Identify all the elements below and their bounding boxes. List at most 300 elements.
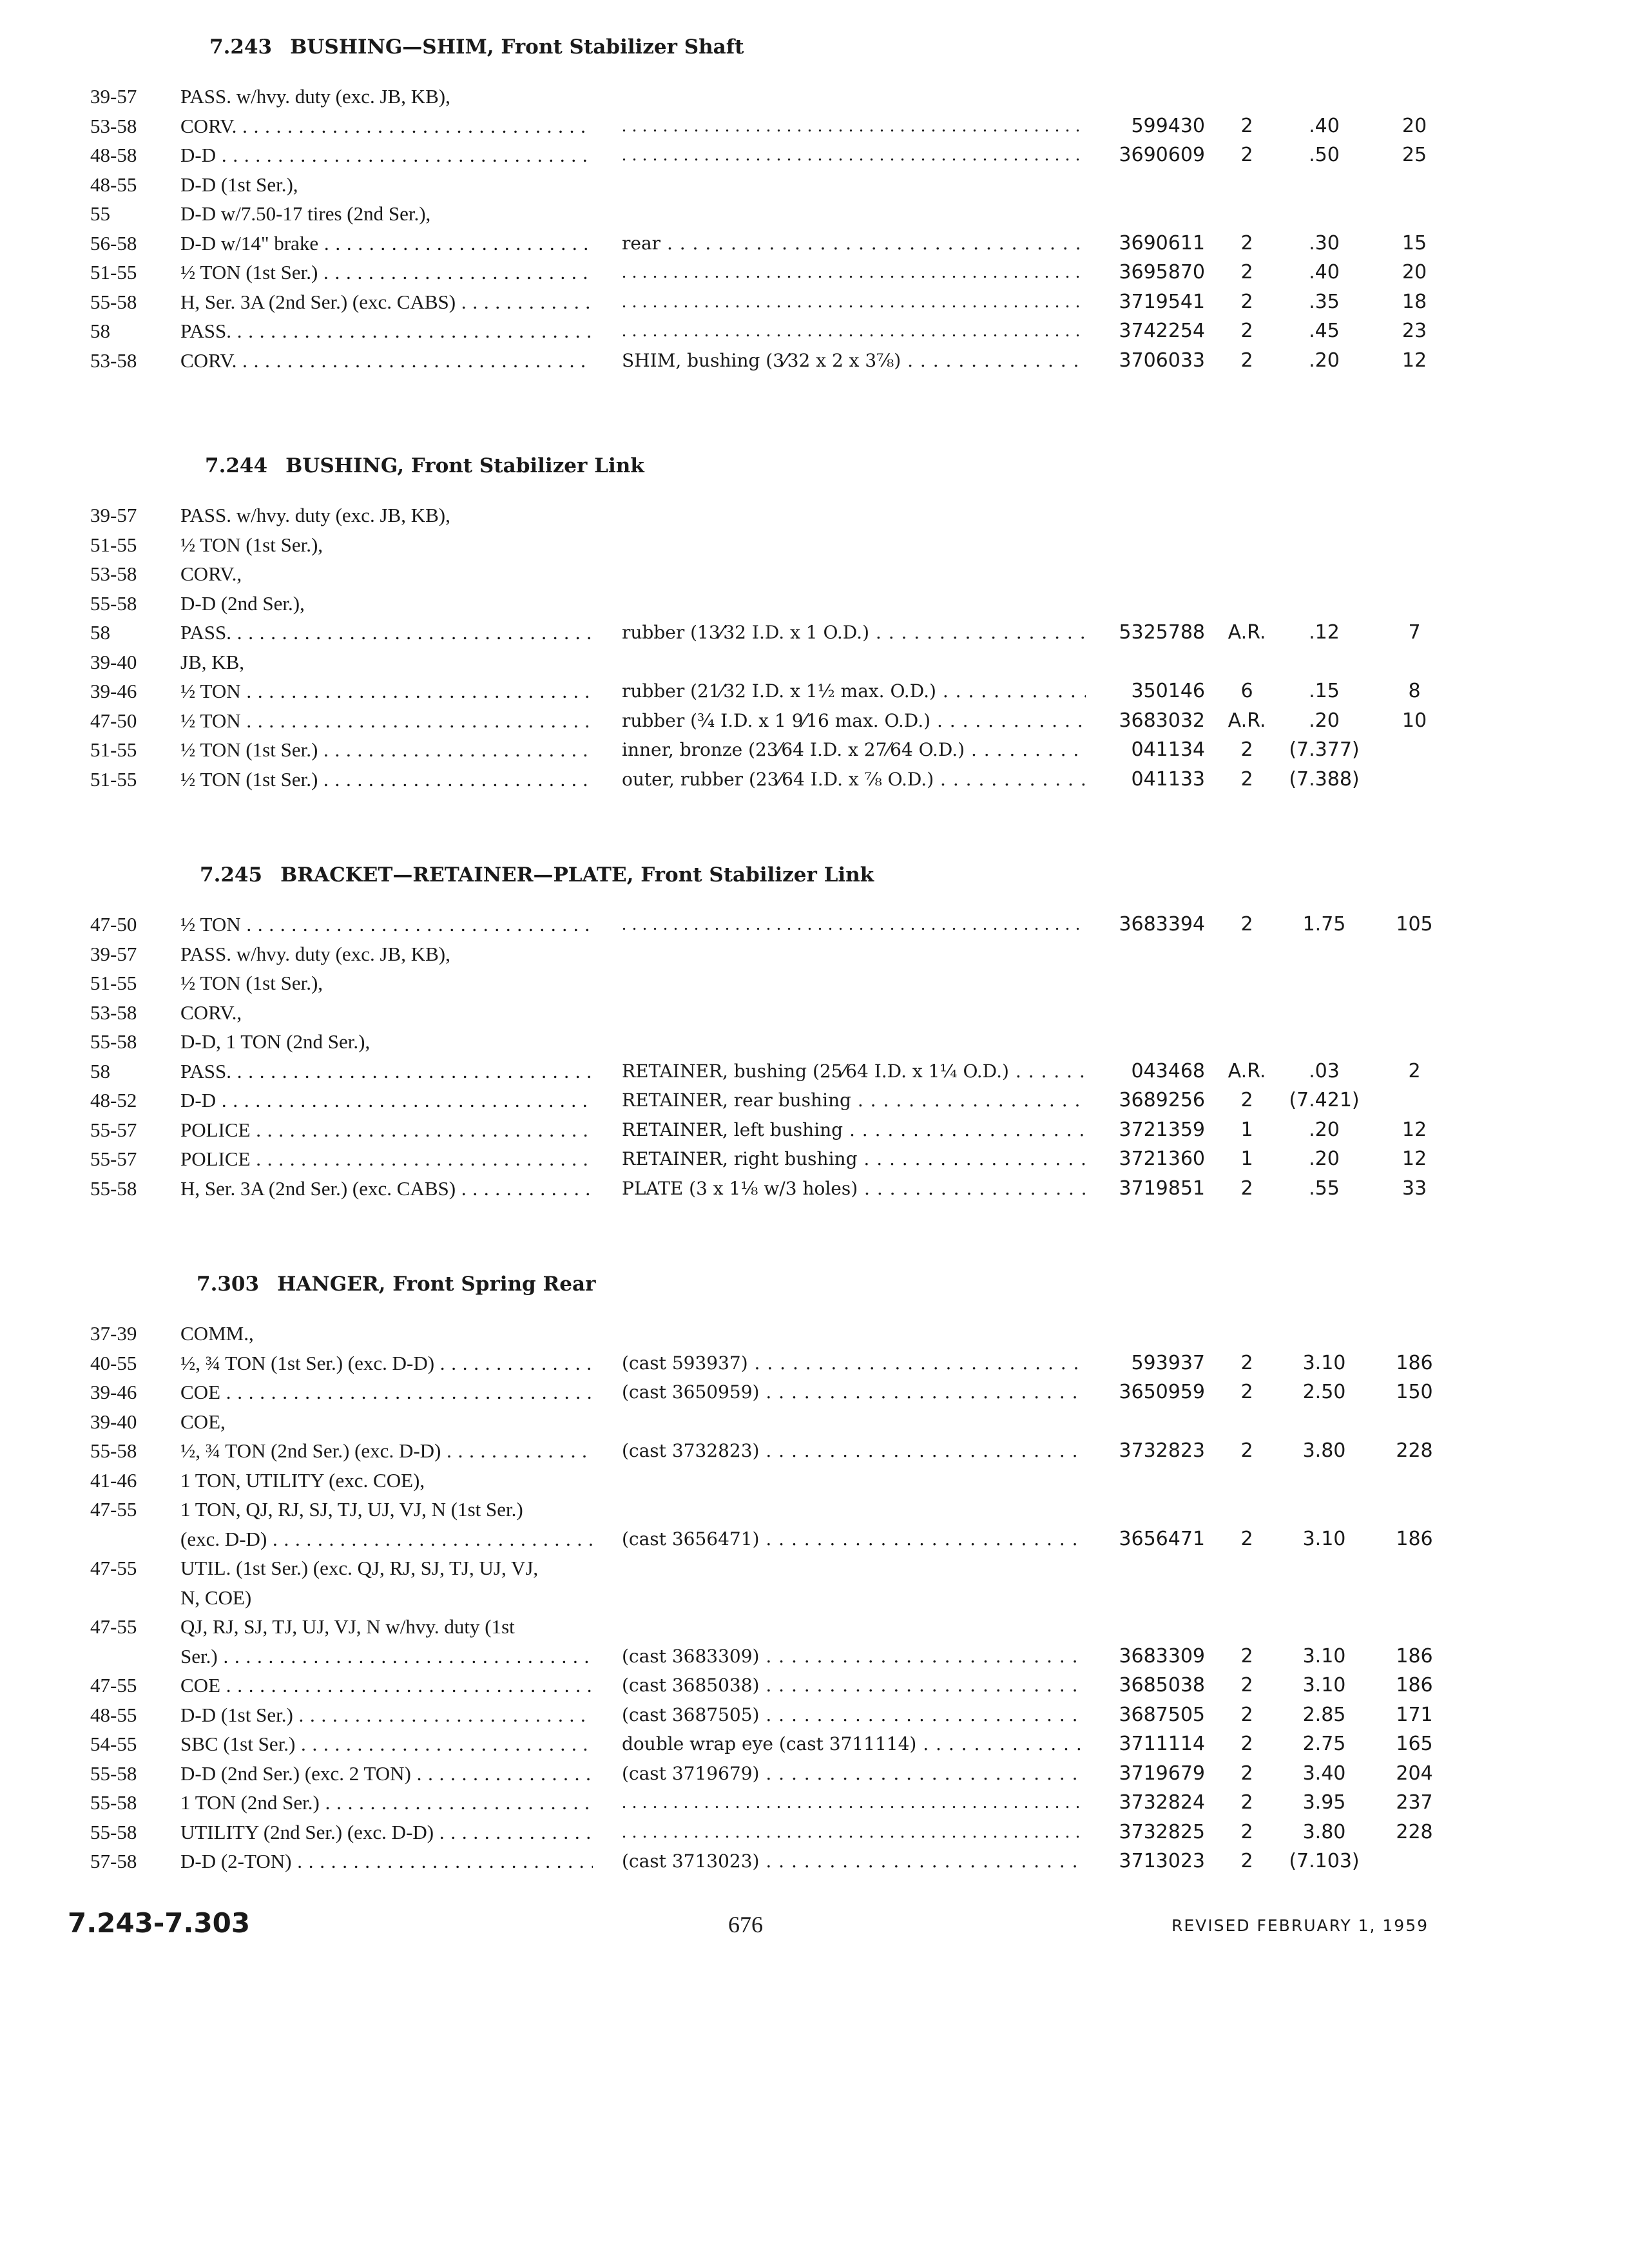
part-note: (cast 3732823) . . . <box>622 1436 1086 1466</box>
model-description: (exc. D-D) . . . <box>180 1524 593 1554</box>
quantity: 2 <box>1240 913 1253 936</box>
model-years: 48-55 <box>90 1703 137 1726</box>
model-years: 58 <box>90 621 110 644</box>
quantity: 2 <box>1240 1439 1253 1462</box>
model-description: ½ TON (1st Ser.) . . . <box>180 258 593 287</box>
model-description: D-D (2nd Ser.), <box>180 591 305 615</box>
quantity: 2 <box>1240 1177 1253 1200</box>
part-number: 3683309 <box>1119 1644 1205 1667</box>
part-note <box>622 316 1086 346</box>
section-number: 7.303 <box>197 1273 260 1296</box>
section-heading <box>200 863 874 887</box>
model-years: 51-55 <box>90 767 137 791</box>
model-years: 53-58 <box>90 349 137 372</box>
model-description: QJ, RJ, SJ, TJ, UJ, VJ, N w/hvy. duty (1st <box>180 1615 515 1638</box>
part-number: 3719541 <box>1119 290 1205 313</box>
model-description: D-D (2nd Ser.) (exc. 2 TON) . . . <box>180 1759 593 1789</box>
table-row <box>0 1553 1629 1583</box>
table-row <box>0 258 1629 287</box>
quantity: A.R. <box>1228 709 1266 732</box>
table-row <box>0 1524 1629 1554</box>
model-years: 53-58 <box>90 562 137 585</box>
model-description: ½ TON . . . <box>180 910 593 939</box>
quantity: 2 <box>1240 1674 1253 1696</box>
weight: 165 <box>1396 1733 1433 1755</box>
weight: 150 <box>1396 1381 1433 1403</box>
model-years: 51-55 <box>90 972 137 994</box>
quantity: A.R. <box>1228 1059 1266 1082</box>
weight: 10 <box>1402 709 1427 732</box>
table-row <box>0 1436 1629 1466</box>
quantity: 2 <box>1240 1703 1253 1726</box>
model-description: POLICE . . . <box>180 1144 593 1174</box>
part-number: 3706033 <box>1119 349 1205 372</box>
list-price: 3.10 <box>1302 1644 1346 1667</box>
model-years: 55-58 <box>90 591 137 615</box>
model-description: CORV., <box>180 1001 242 1024</box>
part-number: 350146 <box>1131 680 1205 702</box>
list-price: .55 <box>1309 1177 1340 1200</box>
model-description: COMM., <box>180 1322 254 1345</box>
weight: 105 <box>1396 913 1433 936</box>
weight: 171 <box>1396 1703 1433 1726</box>
quantity: 2 <box>1240 1644 1253 1667</box>
part-note <box>622 287 1086 317</box>
list-price: 3.80 <box>1302 1820 1346 1843</box>
table-row <box>0 1818 1629 1847</box>
table-row <box>0 939 1629 969</box>
model-description: D-D w/14" brake . . . <box>180 229 593 258</box>
list-price: .20 <box>1309 349 1340 372</box>
part-number: 043468 <box>1131 1059 1205 1082</box>
part-note: SHIM, bushing (3⁄32 x 2 x 3⅞) . . . <box>622 346 1086 376</box>
part-note: rubber (¾ I.D. x 1 9⁄16 max. O.D.) . . . <box>622 706 1086 736</box>
part-note <box>622 111 1086 141</box>
model-years: 55-58 <box>90 1030 137 1053</box>
weight: 2 <box>1408 1059 1421 1082</box>
section-heading <box>209 35 744 59</box>
model-description: N, COE) <box>180 1586 252 1609</box>
model-years: 39-40 <box>90 1410 137 1433</box>
list-price: 3.10 <box>1302 1527 1346 1550</box>
section-number: 7.245 <box>200 863 263 887</box>
part-note: (cast 3650959) . . . <box>622 1378 1086 1407</box>
table-row <box>0 1349 1629 1378</box>
list-price: .40 <box>1309 114 1340 137</box>
model-description: ½ TON (1st Ser.), <box>180 533 323 556</box>
page-number: 676 <box>728 1912 763 1937</box>
list-price: 3.95 <box>1302 1791 1346 1814</box>
table-row <box>0 735 1629 765</box>
model-years: 54-55 <box>90 1733 137 1755</box>
weight: 8 <box>1408 680 1421 702</box>
weight: 186 <box>1396 1527 1433 1550</box>
weight: 33 <box>1402 1177 1427 1200</box>
model-years: 58 <box>90 320 110 342</box>
model-years: 48-52 <box>90 1089 137 1111</box>
table-row <box>0 677 1629 706</box>
model-years: 47-50 <box>90 913 137 936</box>
part-number: 3713023 <box>1119 1850 1205 1872</box>
table-row <box>0 1671 1629 1700</box>
part-number: 3683032 <box>1119 709 1205 732</box>
table-row <box>0 618 1629 648</box>
part-note: RETAINER, bushing (25⁄64 I.D. x 1¼ O.D.) . . . <box>622 1057 1086 1086</box>
section-title: BRACKET—RETAINER—PLATE, Front Stabilizer Link <box>280 863 874 887</box>
weight: 237 <box>1396 1791 1433 1814</box>
model-years: 39-57 <box>90 504 137 526</box>
table-row <box>0 648 1629 677</box>
model-years: 47-50 <box>90 709 137 732</box>
table-row <box>0 1700 1629 1730</box>
weight: 15 <box>1402 231 1427 255</box>
section-heading <box>205 454 644 477</box>
model-description: D-D, 1 TON (2nd Ser.), <box>180 1030 371 1053</box>
revision-date: REVISED FEBRUARY 1, 1959 <box>1171 1916 1429 1935</box>
quantity: 2 <box>1240 1850 1253 1872</box>
part-number: 3687505 <box>1119 1703 1205 1726</box>
list-price: 3.40 <box>1302 1762 1346 1785</box>
model-description: D-D . . . <box>180 140 593 170</box>
page-footer <box>0 1907 1629 1946</box>
part-number: 3719851 <box>1119 1177 1205 1200</box>
list-price: .20 <box>1309 1148 1340 1170</box>
model-description: H, Ser. 3A (2nd Ser.) (exc. CABS) . . . <box>180 1174 593 1204</box>
quantity: 2 <box>1240 767 1253 791</box>
table-row <box>0 287 1629 317</box>
table-row <box>0 170 1629 200</box>
model-years: 55-58 <box>90 1177 137 1200</box>
part-note <box>622 910 1086 939</box>
table-row <box>0 229 1629 258</box>
quantity: 1 <box>1240 1118 1253 1141</box>
part-note: (cast 3656471) . . . <box>622 1524 1086 1554</box>
table-row <box>0 1612 1629 1642</box>
model-years: 51-55 <box>90 533 137 556</box>
section-title: HANGER, Front Spring Rear <box>277 1273 596 1296</box>
model-description: PASS. . . . <box>180 1057 593 1086</box>
model-years: 39-46 <box>90 1381 137 1403</box>
model-years: 55-57 <box>90 1148 137 1170</box>
list-price: .15 <box>1309 680 1340 702</box>
model-years: 55-58 <box>90 290 137 313</box>
table-row <box>0 968 1629 998</box>
part-note: RETAINER, right bushing . . . <box>622 1144 1086 1174</box>
quantity: 2 <box>1240 1527 1253 1550</box>
section-number: 7.244 <box>205 454 268 477</box>
part-number: 3732824 <box>1119 1791 1205 1814</box>
section-title: BUSHING—SHIM, Front Stabilizer Shaft <box>290 35 744 59</box>
table-row <box>0 1788 1629 1818</box>
model-description: POLICE . . . <box>180 1115 593 1145</box>
weight: 25 <box>1402 144 1427 166</box>
part-number: 3719679 <box>1119 1762 1205 1785</box>
table-row <box>0 1583 1629 1613</box>
quantity: 2 <box>1240 1351 1253 1374</box>
model-description: ½, ¾ TON (2nd Ser.) (exc. D-D) . . . <box>180 1436 593 1466</box>
model-description: D-D (1st Ser.) . . . <box>180 1700 593 1730</box>
part-number: 3732825 <box>1119 1820 1205 1843</box>
table-row <box>0 1378 1629 1407</box>
part-note: PLATE (3 x 1⅛ w/3 holes) . . . <box>622 1174 1086 1204</box>
model-years: 39-40 <box>90 650 137 673</box>
table-row <box>0 501 1629 530</box>
quantity: A.R. <box>1228 621 1266 644</box>
model-years: 40-55 <box>90 1351 137 1374</box>
model-years: 55-58 <box>90 1439 137 1462</box>
list-price: .30 <box>1309 231 1340 255</box>
weight: 12 <box>1402 1118 1427 1141</box>
part-number: 3721360 <box>1119 1148 1205 1170</box>
model-description: D-D (2-TON) . . . <box>180 1847 593 1876</box>
weight: 20 <box>1402 114 1427 137</box>
part-number: 3690609 <box>1119 144 1205 166</box>
list-price: .50 <box>1309 144 1340 166</box>
list-price: 3.10 <box>1302 1674 1346 1696</box>
part-number: 593937 <box>1131 1351 1205 1374</box>
quantity: 2 <box>1240 1820 1253 1843</box>
model-years: 58 <box>90 1059 110 1082</box>
part-note: outer, rubber (23⁄64 I.D. x ⅞ O.D.) . . . <box>622 765 1086 794</box>
list-price: 2.85 <box>1302 1703 1346 1726</box>
model-description: CORV., <box>180 562 242 585</box>
table-row <box>0 1027 1629 1057</box>
model-description: 1 TON, QJ, RJ, SJ, TJ, UJ, VJ, N (1st Ser.) <box>180 1498 523 1521</box>
table-row <box>0 765 1629 794</box>
model-years: 55-58 <box>90 1820 137 1843</box>
part-note: (cast 3685038) . . . <box>622 1671 1086 1700</box>
model-years: 57-58 <box>90 1850 137 1872</box>
part-note: rear . . . <box>622 229 1086 258</box>
model-description: PASS. w/hvy. duty (exc. JB, KB), <box>180 504 450 526</box>
list-price: .03 <box>1309 1059 1340 1082</box>
table-row <box>0 998 1629 1028</box>
model-years: 56-58 <box>90 231 137 255</box>
model-years: 47-55 <box>90 1557 137 1579</box>
part-note: rubber (13⁄32 I.D. x 1 O.D.) . . . <box>622 618 1086 648</box>
part-number: 3683394 <box>1119 913 1205 936</box>
quantity: 2 <box>1240 261 1253 284</box>
quantity: 2 <box>1240 738 1253 761</box>
model-years: 48-58 <box>90 144 137 166</box>
table-row <box>0 140 1629 170</box>
part-note: inner, bronze (23⁄64 I.D. x 27⁄64 O.D.) . . . <box>622 735 1086 765</box>
table-row <box>0 1466 1629 1495</box>
part-note: (cast 593937) . . . <box>622 1349 1086 1378</box>
part-number: 3690611 <box>1119 231 1205 255</box>
model-years: 47-55 <box>90 1615 137 1638</box>
model-description: D-D w/7.50-17 tires (2nd Ser.), <box>180 202 431 225</box>
quantity: 2 <box>1240 1791 1253 1814</box>
weight: 12 <box>1402 1148 1427 1170</box>
table-row <box>0 530 1629 560</box>
model-years: 53-58 <box>90 114 137 137</box>
model-years: 55-57 <box>90 1118 137 1141</box>
table-row <box>0 706 1629 736</box>
weight: 20 <box>1402 261 1427 284</box>
part-note <box>622 258 1086 287</box>
table-row <box>0 1642 1629 1671</box>
section-number: 7.243 <box>209 35 273 59</box>
part-note: (cast 3719679) . . . <box>622 1759 1086 1789</box>
part-note: RETAINER, rear bushing . . . <box>622 1086 1086 1115</box>
model-description: UTIL. (1st Ser.) (exc. QJ, RJ, SJ, TJ, UJ, VJ, <box>180 1557 539 1579</box>
table-row <box>0 910 1629 939</box>
list-price: .40 <box>1309 261 1340 284</box>
quantity: 2 <box>1240 114 1253 137</box>
list-price: .12 <box>1309 621 1340 644</box>
part-number: 3711114 <box>1119 1733 1205 1755</box>
quantity: 2 <box>1240 290 1253 313</box>
table-row <box>0 1495 1629 1524</box>
part-number: 3656471 <box>1119 1527 1205 1550</box>
weight: 12 <box>1402 349 1427 372</box>
part-note: RETAINER, left bushing . . . <box>622 1115 1086 1145</box>
table-row <box>0 82 1629 111</box>
model-description: 1 TON (2nd Ser.) . . . <box>180 1788 593 1818</box>
part-note <box>622 1788 1086 1818</box>
part-number: 041133 <box>1131 767 1205 791</box>
quantity: 2 <box>1240 144 1253 166</box>
part-number: 3650959 <box>1119 1381 1205 1403</box>
part-note: (cast 3687505) . . . <box>622 1700 1086 1730</box>
table-row <box>0 559 1629 589</box>
model-description: ½ TON . . . <box>180 677 593 706</box>
model-description: PASS. . . . <box>180 618 593 648</box>
weight: 18 <box>1402 290 1427 313</box>
table-row <box>0 1057 1629 1086</box>
model-years: 51-55 <box>90 261 137 284</box>
quantity: 6 <box>1240 680 1253 702</box>
model-description: D-D (1st Ser.), <box>180 173 298 196</box>
model-years: 39-57 <box>90 942 137 965</box>
quantity: 2 <box>1240 1762 1253 1785</box>
list-price: (7.103) <box>1289 1850 1360 1872</box>
table-row <box>0 199 1629 229</box>
list-price: 2.50 <box>1302 1381 1346 1403</box>
part-number: 041134 <box>1131 738 1205 761</box>
part-note: double wrap eye (cast 3711114) . . . <box>622 1729 1086 1759</box>
model-description: PASS. . . . <box>180 316 593 346</box>
table-row <box>0 1759 1629 1789</box>
model-description: ½ TON (1st Ser.) . . . <box>180 735 593 765</box>
model-years: 41-46 <box>90 1468 137 1492</box>
weight: 23 <box>1402 320 1427 342</box>
model-description: UTILITY (2nd Ser.) (exc. D-D) . . . <box>180 1818 593 1847</box>
list-price: (7.377) <box>1289 738 1360 761</box>
table-row <box>0 1174 1629 1204</box>
section-range: 7.243-7.303 <box>68 1907 251 1939</box>
model-years: 47-55 <box>90 1674 137 1696</box>
section-title: BUSHING, Front Stabilizer Link <box>285 454 644 477</box>
table-row <box>0 346 1629 376</box>
weight: 228 <box>1396 1820 1433 1843</box>
table-row <box>0 316 1629 346</box>
table-row <box>0 1847 1629 1876</box>
model-description: ½ TON (1st Ser.), <box>180 972 323 994</box>
table-row <box>0 1319 1629 1349</box>
part-number: 599430 <box>1131 114 1205 137</box>
part-note: (cast 3683309) . . . <box>622 1642 1086 1671</box>
list-price: (7.421) <box>1289 1089 1360 1111</box>
model-years: 55-58 <box>90 1762 137 1785</box>
model-description: 1 TON, UTILITY (exc. COE), <box>180 1468 425 1492</box>
part-number: 3721359 <box>1119 1118 1205 1141</box>
part-number: 3695870 <box>1119 261 1205 284</box>
list-price: .20 <box>1309 709 1340 732</box>
weight: 186 <box>1396 1351 1433 1374</box>
model-description: CORV. . . . <box>180 111 593 141</box>
quantity: 1 <box>1240 1148 1253 1170</box>
part-number: 3732823 <box>1119 1439 1205 1462</box>
quantity: 2 <box>1240 320 1253 342</box>
weight: 228 <box>1396 1439 1433 1462</box>
list-price: 3.10 <box>1302 1351 1346 1374</box>
list-price: 2.75 <box>1302 1733 1346 1755</box>
table-row <box>0 1115 1629 1145</box>
table-row <box>0 589 1629 619</box>
quantity: 2 <box>1240 1733 1253 1755</box>
quantity: 2 <box>1240 1381 1253 1403</box>
part-note <box>622 1818 1086 1847</box>
weight: 186 <box>1396 1644 1433 1667</box>
model-years: 39-57 <box>90 85 137 108</box>
table-row <box>0 1729 1629 1759</box>
model-years: 48-55 <box>90 173 137 196</box>
model-description: ½ TON . . . <box>180 706 593 736</box>
part-note: rubber (21⁄32 I.D. x 1½ max. O.D.) . . . <box>622 677 1086 706</box>
model-description: PASS. w/hvy. duty (exc. JB, KB), <box>180 942 450 965</box>
model-description: D-D . . . <box>180 1086 593 1115</box>
model-description: COE . . . <box>180 1671 593 1700</box>
table-row <box>0 1086 1629 1115</box>
list-price: .20 <box>1309 1118 1340 1141</box>
model-description: CORV. . . . <box>180 346 593 376</box>
model-years: 51-55 <box>90 738 137 761</box>
model-years: 47-55 <box>90 1498 137 1521</box>
model-years: 55 <box>90 202 110 225</box>
model-description: Ser.) . . . <box>180 1642 593 1671</box>
list-price: .35 <box>1309 290 1340 313</box>
part-number: 5325788 <box>1119 621 1205 644</box>
model-description: H, Ser. 3A (2nd Ser.) (exc. CABS) . . . <box>180 287 593 317</box>
model-years: 39-46 <box>90 680 137 702</box>
list-price: (7.388) <box>1289 767 1360 791</box>
model-description: COE . . . <box>180 1378 593 1407</box>
weight: 7 <box>1408 621 1421 644</box>
list-price: 1.75 <box>1302 913 1346 936</box>
model-years: 37-39 <box>90 1322 137 1345</box>
model-description: ½ TON (1st Ser.) . . . <box>180 765 593 794</box>
weight: 204 <box>1396 1762 1433 1785</box>
quantity: 2 <box>1240 349 1253 372</box>
table-row <box>0 1144 1629 1174</box>
table-row <box>0 111 1629 141</box>
model-description: SBC (1st Ser.) . . . <box>180 1729 593 1759</box>
part-number: 3742254 <box>1119 320 1205 342</box>
model-description: JB, KB, <box>180 650 245 673</box>
model-years: 55-58 <box>90 1791 137 1814</box>
weight: 186 <box>1396 1674 1433 1696</box>
list-price: 3.80 <box>1302 1439 1346 1462</box>
part-number: 3689256 <box>1119 1089 1205 1111</box>
model-years: 53-58 <box>90 1001 137 1024</box>
list-price: .45 <box>1309 320 1340 342</box>
table-row <box>0 1407 1629 1437</box>
model-description: PASS. w/hvy. duty (exc. JB, KB), <box>180 85 450 108</box>
part-number: 3685038 <box>1119 1674 1205 1696</box>
model-description: ½, ¾ TON (1st Ser.) (exc. D-D) . . . <box>180 1349 593 1378</box>
